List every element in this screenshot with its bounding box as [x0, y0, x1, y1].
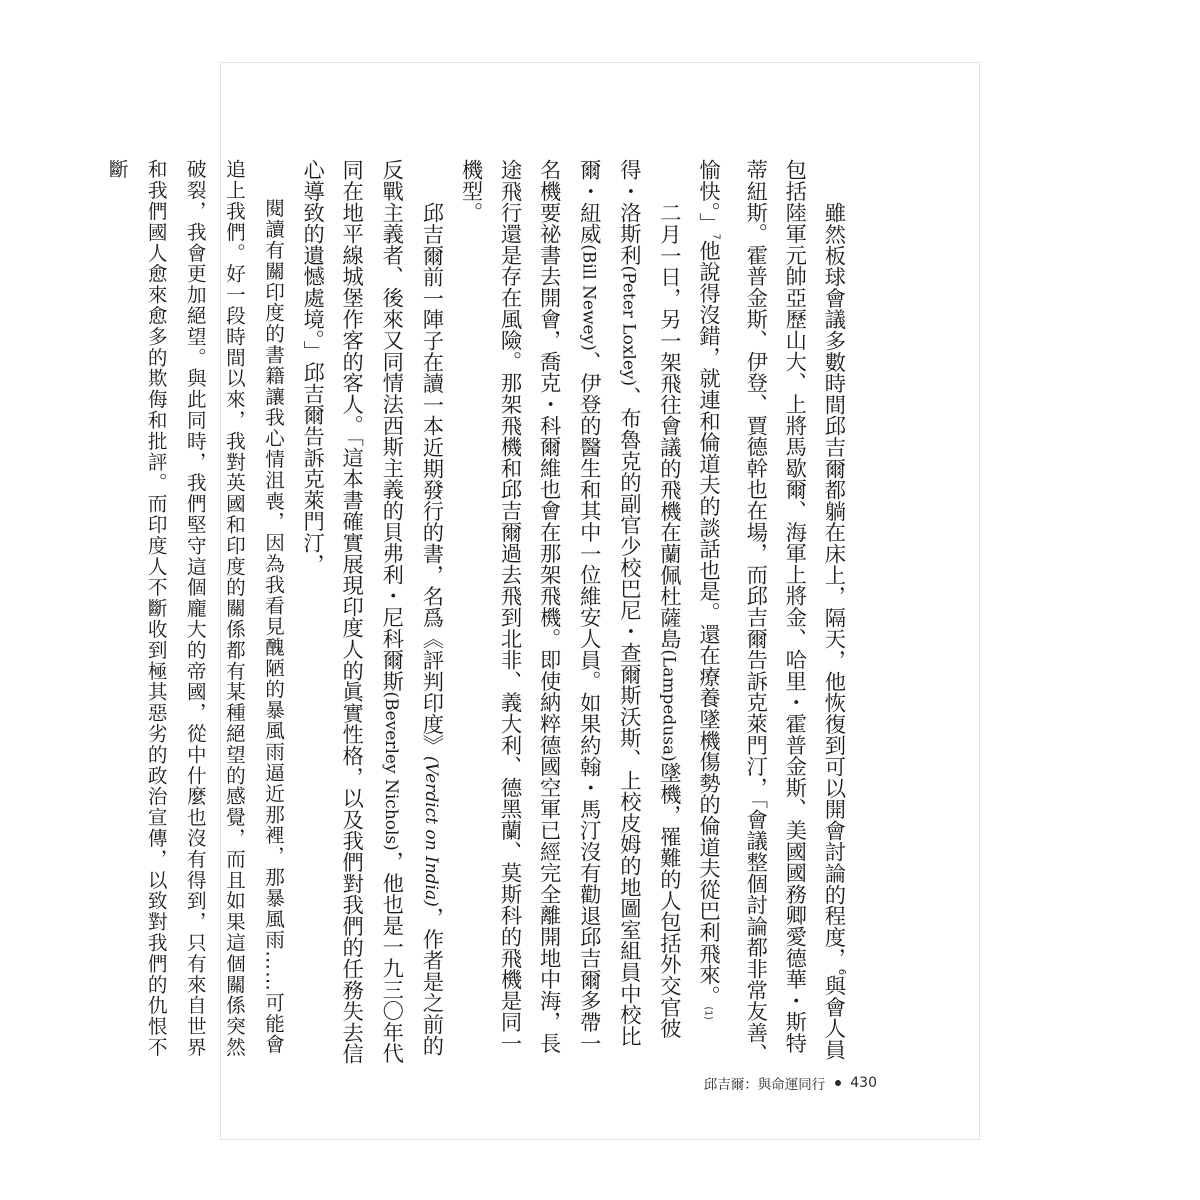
paragraph-2-text-b: 墜機，罹難的人包括外交官彼得・洛斯利	[616, 159, 682, 1039]
bullet-separator-icon	[835, 1080, 841, 1086]
book-page	[105, 62, 980, 1140]
paragraph-2-text-d: 、伊登的醫生和其中一位維安人員。如果約翰・馬汀沒有勸退邱吉爾多帶一名機要祕書去開會，喬克・科爾維也會在那架飛機。即使納粹德國空軍已經完全離開地中海，長途飛行還是存在風險。那架飛機和邱吉爾過去飛到北非、義大利、德黑蘭、莫斯科的飛機是同一機型。	[457, 159, 602, 1054]
paragraph-3-text-b: ，作者是之前的反戰主義者、後來又同情法西斯主義的貝弗利・尼科爾斯	[378, 159, 444, 1056]
translator-note-marker-1: (1)	[702, 1006, 714, 1020]
paragraph-1-text-b: 與會人員包括陸軍元帥亞歷山大、上將馬歇爾、海軍上將金、哈里・霍普金斯、美國國務卿愛德華・斯特蒂紐斯。霍普金斯、伊登、賈德幹也在場，而邱吉爾告訴克萊門汀，「會議整個討論都非常友善、愉快。」	[695, 159, 846, 1065]
paragraph-3-text-c: ，他也是一九三〇年代同在地平線城堡作客的客人。「這本書確實展現印度人的眞實性格，以及我們對我們的任務失去信心導致的遺憾處境。」邱吉爾告訴克萊門汀，	[299, 159, 404, 1065]
block-quote: 閱讀有關印度的書籍讓我心情沮喪，因為我看見醜陋的暴風雨逼近那裡，那暴風雨……可能會追上我們。好一段時間以來，我對英國和印度的關係都有某種絕望的感覺，而且如果這個關係突然破裂，我會更加絕望。與此同時，我們堅守這個龐大的帝國，從中什麼也沒有得到，只有來自世界和我們國人愈來愈多的欺侮和批評。而印度人不斷收到極其惡劣的政治宣傳，以致對我們的仇恨不斷	[105, 159, 285, 1058]
latin-term-lampedusa: (Lampedusa)	[658, 648, 679, 762]
paragraph-1-text-a: 雖然板球會議多數時間邱吉爾都躺在床上，隔天，他恢復到可以開會討論的程度，	[820, 201, 846, 969]
paragraph-3-text-a: 邱吉爾前一陣子在讀一本近期發行的書，名爲《評判印度》	[418, 201, 444, 756]
page-number: 430	[850, 1075, 877, 1091]
paragraph-2-text-c: 、布魯克的副官少校巴尼・查爾斯沃斯、上校皮姆的地圖室組員中校比爾・紐威	[576, 159, 642, 1047]
latin-term-bill-newey: (Bill Newey)	[578, 244, 599, 351]
paragraph-3	[293, 159, 451, 1073]
paragraph-2-text-a: 二月一日，另一架飛往會議的飛機在蘭佩杜薩島	[656, 201, 682, 649]
paragraph-2	[451, 159, 689, 1073]
latin-term-verdict-on-india: (Verdict on India)	[420, 755, 441, 907]
endnote-marker-6: 6	[836, 968, 847, 975]
paragraph-1	[688, 159, 861, 1073]
latin-term-beverley-nichols: (Beverley Nichols)	[380, 691, 401, 851]
running-footer	[704, 1073, 877, 1093]
paragraph-1-text-c: 他說得沒錯，就連和倫道夫的談話也是。還在療養墜機傷勢的倫道夫從巴利飛來。	[695, 239, 721, 1007]
body-text	[105, 159, 861, 1073]
book-title: 邱吉爾：與命運同行	[703, 1077, 826, 1093]
endnote-marker-7: 7	[710, 233, 722, 240]
latin-term-peter-loxley: (Peter Loxley)	[618, 265, 639, 387]
